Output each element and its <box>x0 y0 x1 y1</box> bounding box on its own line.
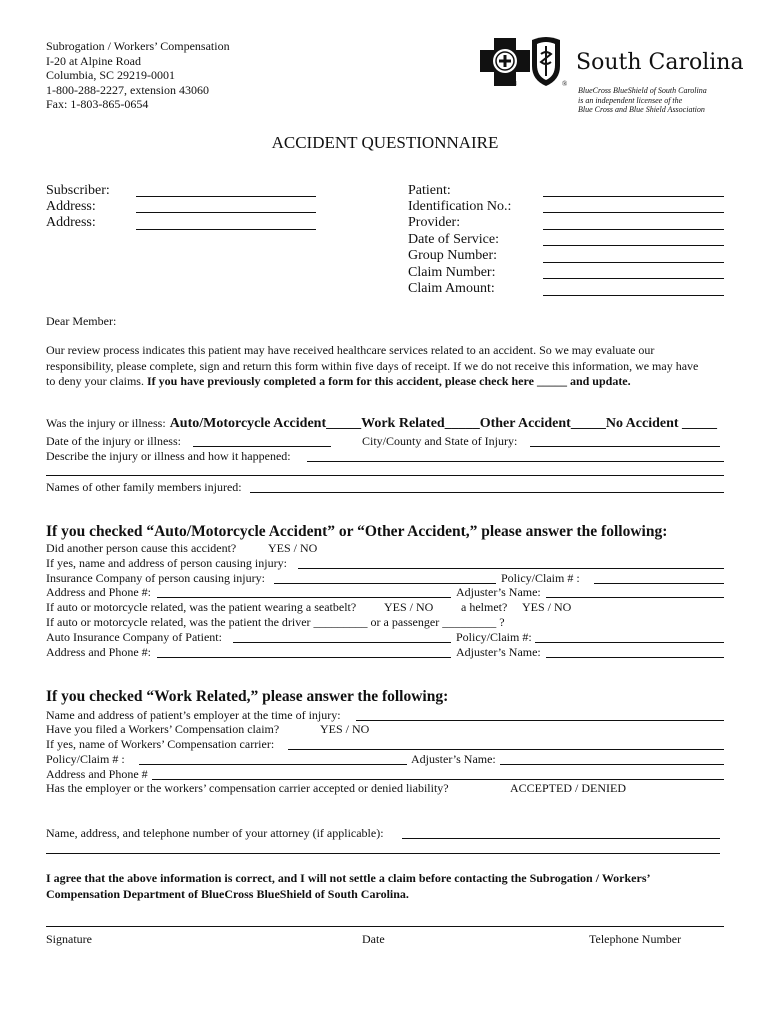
seatbelt-question: If auto or motorcycle related, was the patient wearing a seatbelt? <box>46 600 357 614</box>
address-field[interactable] <box>136 212 316 213</box>
intro-paragraph <box>46 343 706 390</box>
injury-date-label: Date of the injury or illness: <box>46 434 181 448</box>
logo-tagline <box>578 86 707 115</box>
blue-cross-icon <box>474 36 536 90</box>
group-number-field[interactable] <box>543 262 724 263</box>
person-causing-field[interactable] <box>298 568 724 569</box>
auto-insurance-field[interactable] <box>233 642 451 643</box>
greeting: Dear Member: <box>46 314 117 328</box>
family-label: Names of other family members injured: <box>46 480 242 494</box>
injury-date-field[interactable] <box>193 446 331 447</box>
blue-shield-icon <box>530 36 562 88</box>
address-phone-label: Address and Phone #: <box>46 585 151 599</box>
injury-type-row <box>46 414 717 432</box>
option-work[interactable]: Work Related_____ <box>361 416 480 431</box>
insurance-field[interactable] <box>274 583 496 584</box>
injury-location-label: City/County and State of Injury: <box>362 434 518 448</box>
address-label: Address: <box>46 215 96 230</box>
work-policy-label: Policy/Claim # : <box>46 752 125 766</box>
address-line: Columbia, SC 29219-0001 <box>46 68 176 82</box>
intro-text: Our review process indicates this patient may have received healthcare services related to an accident. So we may evaluate our responsibility, please complete, sign and return this form within five days of receipt. If we do not receive this information, we may have to deny your claims. <box>46 343 699 388</box>
provider-field[interactable] <box>543 229 724 230</box>
tagline-line: BlueCross BlueShield of South Carolina <box>578 86 707 95</box>
carrier-label: If yes, name of Workers’ Compensation carrier: <box>46 737 275 751</box>
liability-question: Has the employer or the workers’ compensation carrier accepted or denied liability? <box>46 781 449 795</box>
registered-mark: ® <box>512 80 518 88</box>
adjuster-label: Adjuster’s Name: <box>456 585 541 599</box>
employer-label: Name and address of patient’s employer at the time of injury: <box>46 708 341 722</box>
option-none[interactable]: No Accident _____ <box>605 416 718 431</box>
attorney-label: Name, address, and telephone number of your attorney (if applicable): <box>46 826 384 840</box>
intro-bold: If you have previously completed a form for this accident, please check here _____ and update. <box>146 374 631 388</box>
describe-field-2[interactable] <box>46 475 724 476</box>
option-auto[interactable]: Auto/Motorcycle Accident_____ <box>169 416 362 431</box>
work-adjuster-label: Adjuster’s Name: <box>411 752 496 766</box>
address-phone-field-2[interactable] <box>157 657 451 658</box>
attorney-field[interactable] <box>402 838 720 839</box>
address-line: 1-800-288-2227, extension 43060 <box>46 82 209 97</box>
address-label: Address: <box>46 199 96 214</box>
seatbelt-yes-no[interactable]: YES / NO <box>384 600 434 614</box>
claim-number-label: Claim Number: <box>408 265 496 280</box>
option-other[interactable]: Other Accident_____ <box>479 416 606 431</box>
filed-yes-no[interactable]: YES / NO <box>320 722 370 736</box>
liability-options[interactable]: ACCEPTED / DENIED <box>510 781 626 795</box>
helmet-yes-no[interactable]: YES / NO <box>522 600 572 614</box>
address-field-2[interactable] <box>136 229 316 230</box>
work-address-label: Address and Phone # <box>46 767 148 781</box>
patient-field[interactable] <box>543 196 724 197</box>
date-of-service-field[interactable] <box>543 245 724 246</box>
company-logo <box>474 36 744 116</box>
auto-insurance-label: Auto Insurance Company of Patient: <box>46 630 222 644</box>
insurance-label: Insurance Company of person causing injury: <box>46 571 265 585</box>
address-line: I-20 at Alpine Road <box>46 53 141 68</box>
policy-label-2: Policy/Claim #: <box>456 630 532 644</box>
logo-state-name: South Carolina <box>576 50 744 75</box>
carrier-field[interactable] <box>288 749 724 750</box>
address-phone-label-2: Address and Phone #: <box>46 645 151 659</box>
registered-mark: ® <box>562 80 568 88</box>
identification-label: Identification No.: <box>408 199 512 214</box>
tagline-line: is an independent licensee of the <box>578 95 683 105</box>
provider-label: Provider: <box>408 215 461 230</box>
describe-field[interactable] <box>307 461 724 462</box>
policy-field-2[interactable] <box>535 642 724 643</box>
cause-yes-no[interactable]: YES / NO <box>268 541 318 555</box>
return-address <box>46 39 230 112</box>
work-address-field[interactable] <box>152 779 724 780</box>
subscriber-field[interactable] <box>136 196 316 197</box>
work-adjuster-field[interactable] <box>500 764 724 765</box>
date-label: Date <box>362 932 385 946</box>
driver-question[interactable]: If auto or motorcycle related, was the patient the driver _________ or a passenger _________ ? <box>46 615 505 629</box>
agreement-text: I agree that the above information is correct, and I will not settle a claim before contacting the Subrogation / Workers’ Compensation Department of BlueCross BlueShield of South Carolina. <box>46 871 650 901</box>
subscriber-label: Subscriber: <box>46 183 110 198</box>
family-field[interactable] <box>250 492 724 493</box>
adjuster-field-2[interactable] <box>546 657 724 658</box>
adjuster-label-2: Adjuster’s Name: <box>456 645 541 659</box>
patient-label: Patient: <box>408 183 451 198</box>
claim-amount-field[interactable] <box>543 295 724 296</box>
adjuster-field[interactable] <box>546 597 724 598</box>
identification-field[interactable] <box>543 212 724 213</box>
signature-label: Signature <box>46 932 92 946</box>
policy-field[interactable] <box>594 583 724 584</box>
date-of-service-label: Date of Service: <box>408 232 499 247</box>
cause-question: Did another person cause this accident? <box>46 541 237 555</box>
telephone-label: Telephone Number <box>589 932 682 946</box>
claim-number-field[interactable] <box>543 278 724 279</box>
attorney-field-2[interactable] <box>46 853 720 854</box>
injury-location-field[interactable] <box>530 446 720 447</box>
form-title: ACCIDENT QUESTIONNAIRE <box>271 133 499 152</box>
address-line: Subrogation / Workers’ Compensation <box>46 39 230 53</box>
tagline-line: Blue Cross and Blue Shield Association <box>578 105 705 114</box>
filed-question: Have you filed a Workers’ Compensation claim? <box>46 722 280 736</box>
describe-label: Describe the injury or illness and how it happened: <box>46 449 291 463</box>
signature-line[interactable] <box>46 926 724 927</box>
claim-amount-label: Claim Amount: <box>408 281 495 296</box>
injury-question: Was the injury or illness: <box>46 416 166 430</box>
helmet-question: a helmet? <box>461 600 508 614</box>
work-section-heading: If you checked “Work Related,” please answer the following: <box>46 688 449 705</box>
if-yes-label: If yes, name and address of person causing injury: <box>46 556 287 570</box>
group-number-label: Group Number: <box>408 248 498 263</box>
policy-label: Policy/Claim # : <box>501 571 580 585</box>
address-line: Fax: 1-803-865-0654 <box>46 97 149 111</box>
work-policy-field[interactable] <box>139 764 407 765</box>
auto-section-heading: If you checked “Auto/Motorcycle Accident” or “Other Accident,” please answer the following: <box>46 523 668 540</box>
employer-field[interactable] <box>356 720 724 721</box>
address-phone-field[interactable] <box>157 597 451 598</box>
